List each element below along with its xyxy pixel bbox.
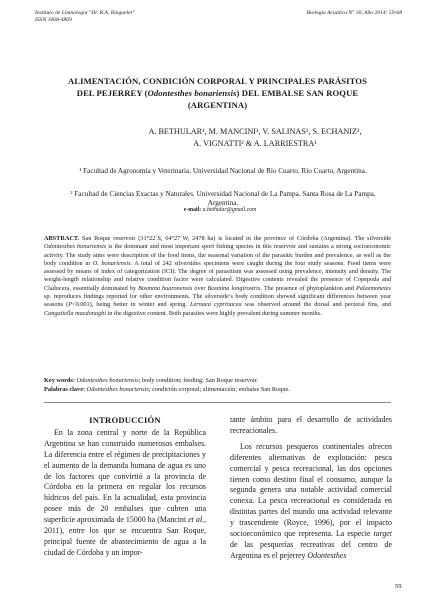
- contact-email: [140, 207, 300, 213]
- palabras-species: Odontesthes bonariensis: [86, 386, 149, 393]
- keywords-species: Odontesthes bonariensis: [76, 377, 139, 384]
- journal-institute: Instituto de Limnología "Dr. R.A. Ringuelet": [35, 10, 135, 16]
- abstract-species: Palaemonetes: [355, 284, 392, 292]
- keywords-es: [44, 386, 391, 394]
- paragraph-italic: et al.: [188, 515, 205, 525]
- authors-line-2: A. VIGNATTI² & A. LARRIESTRA¹: [193, 139, 317, 148]
- title-species: Odontesthes bonariensis: [147, 88, 237, 98]
- intro-paragraph-2: [230, 442, 392, 562]
- page-number: 59: [395, 583, 402, 590]
- keywords-label: Key words:: [44, 377, 77, 384]
- abstract-species: Odontesthes bonariensis: [44, 243, 107, 251]
- affiliation-2: ² Facultad de Ciencias Exactas y Naturales. Universidad Nacional de La Pampa. Santa Rosa de La Pampa, Argentina.: [70, 190, 376, 208]
- abstract-text: was observed around the dorsal and pectoral fins, and: [241, 301, 391, 309]
- affiliation-1: ¹ Facultad de Agronomía y Veterinaria. Universidad Nacional de Río Cuarto. Río Cuarto, Argentina.: [79, 167, 367, 175]
- paragraph-text: de las pesquerías recreativas del centro de Argentina es el pejerrey: [230, 539, 392, 560]
- abstract-text: . The presence of phytoplankton and: [260, 284, 356, 292]
- section-heading-introduction: INTRODUCCIÓN: [89, 415, 161, 425]
- abstract-species: Lernaea cyprinacea: [189, 301, 242, 309]
- abstract-text: over: [192, 284, 208, 292]
- authors-line-1: A. BETHULAR¹, M. MANCINI¹, V. SALINAS¹, S. ECHANIZ²,: [148, 127, 362, 136]
- journal-issn: ISSN 1668-4869: [35, 17, 72, 23]
- journal-header: [35, 10, 134, 24]
- author-list: [140, 126, 370, 150]
- abstract: [44, 235, 391, 318]
- title-line-2: [40, 87, 395, 99]
- abstract-italic-p: P: [68, 301, 73, 309]
- title-line-3: (ARGENTINA): [187, 100, 248, 110]
- section-divider: [44, 402, 391, 403]
- article-title: [40, 75, 395, 111]
- journal-citation: Biología Acuática N° 30, Año 2014: 59-68: [306, 10, 402, 16]
- abstract-species: O. bonariensis: [92, 259, 131, 267]
- email-address[interactable]: a.bethular@gmail.com: [202, 207, 257, 213]
- body-column-right: [230, 415, 392, 562]
- abstract-text: in the digestive content. Both parasites were highly prevalent during summer months.: [105, 309, 322, 317]
- palabras-rest: ; condición corporal; alimentación; embalse San Roque.: [148, 386, 290, 393]
- paragraph-italic: target: [373, 529, 392, 539]
- abstract-label: ABSTRACT.: [44, 235, 80, 242]
- paragraph-text: , 2011), entre los que se encuentra San Roque, principal fuente de abastecimiento de agua a la ciudad de Córdoba y un impor-: [44, 515, 207, 557]
- paragraph-species: Odontesthes: [307, 550, 347, 560]
- palabras-label: Palabras clave:: [44, 386, 87, 393]
- abstract-species: Bosmina huaronensis: [138, 284, 193, 292]
- body-column-left: [44, 415, 206, 559]
- abstract-species: Bosmina longirostris: [207, 284, 261, 292]
- paragraph-text: En la zona central y norte de la República Argentina se han construido numerosos embalses. La diferencia entre el régimen de precipitaciones y el aumento de la demanda humana de agua es uno de los factores que convirtió a la provincia de Córdoba en la primera en regular los recursos hídricos del país. En la actualidad, esta provincia posee más de 20 embalses que cubren una superficie aproximada de 15000 ha (Mancini: [44, 427, 206, 525]
- email-label: e-mail:: [183, 207, 203, 213]
- abstract-text: sp. reproduces findings reported for other environments. The silverside’s body condition showed significant differences between year seasons (: [44, 293, 391, 309]
- abstract-text: <0.001), being better in winter and spring.: [72, 301, 190, 309]
- abstract-text: . A total of 242 silversides specimens were caught during the four study seasons. Food items were assessed by means of index of categorization (ICI). The degree of parasitism was assessed using prevalence, intensity and density. The weight-length relationship and relative condition factor were calculated. Digestive contents revealed the presence of Copepoda and Cladocera, essentially dominated by: [44, 259, 392, 292]
- keywords-rest: ; body condition; feeding; San Roque reservoir.: [138, 377, 259, 384]
- title-line-1: ALIMENTACIÓN, CONDICIÓN CORPORAL Y PRINCIPALES PARÁSITOS: [68, 76, 367, 86]
- intro-paragraph-1: [44, 428, 206, 559]
- title-line-2-end: ) DEL EMBALSE SAN ROQUE: [236, 88, 359, 98]
- abstract-species: Cangatiella macdonaghi: [44, 309, 106, 317]
- title-line-2-start: DEL PEJERREY (: [76, 88, 148, 98]
- intro-paragraph-1-cont: tante ámbito para el desarrollo de actividades recreacionales.: [230, 415, 392, 435]
- paragraph-text: Los recursos pesqueros continentales ofrecen diferentes alternativas de explotación: pesca comercial y pesca recreacional, las dos opciones tienen como destino final el consumo, aunque la segunda genera una notable actividad comercial conexa. La pesca recreacional es considerada en distintas partes del mundo una actividad relevante y trascendente (Royce, 1996), por el impacto socioeconómico que representa. La especie: [230, 441, 392, 539]
- abstract-text: San Roque reservoir (31°22´S, 64°27´W, 2478 ha) is located in the province of Córdoba (Argentina). The silverside: [79, 235, 391, 242]
- keywords-en: [44, 377, 391, 385]
- abstract-text: is the dominant and most important sport fishing species in this reservoir and sustains a strong socioeconomic activity. The study aims were description of the food items, the seasonal variation of the parasitic burden and prevalence, as well as the body condition in: [44, 243, 392, 267]
